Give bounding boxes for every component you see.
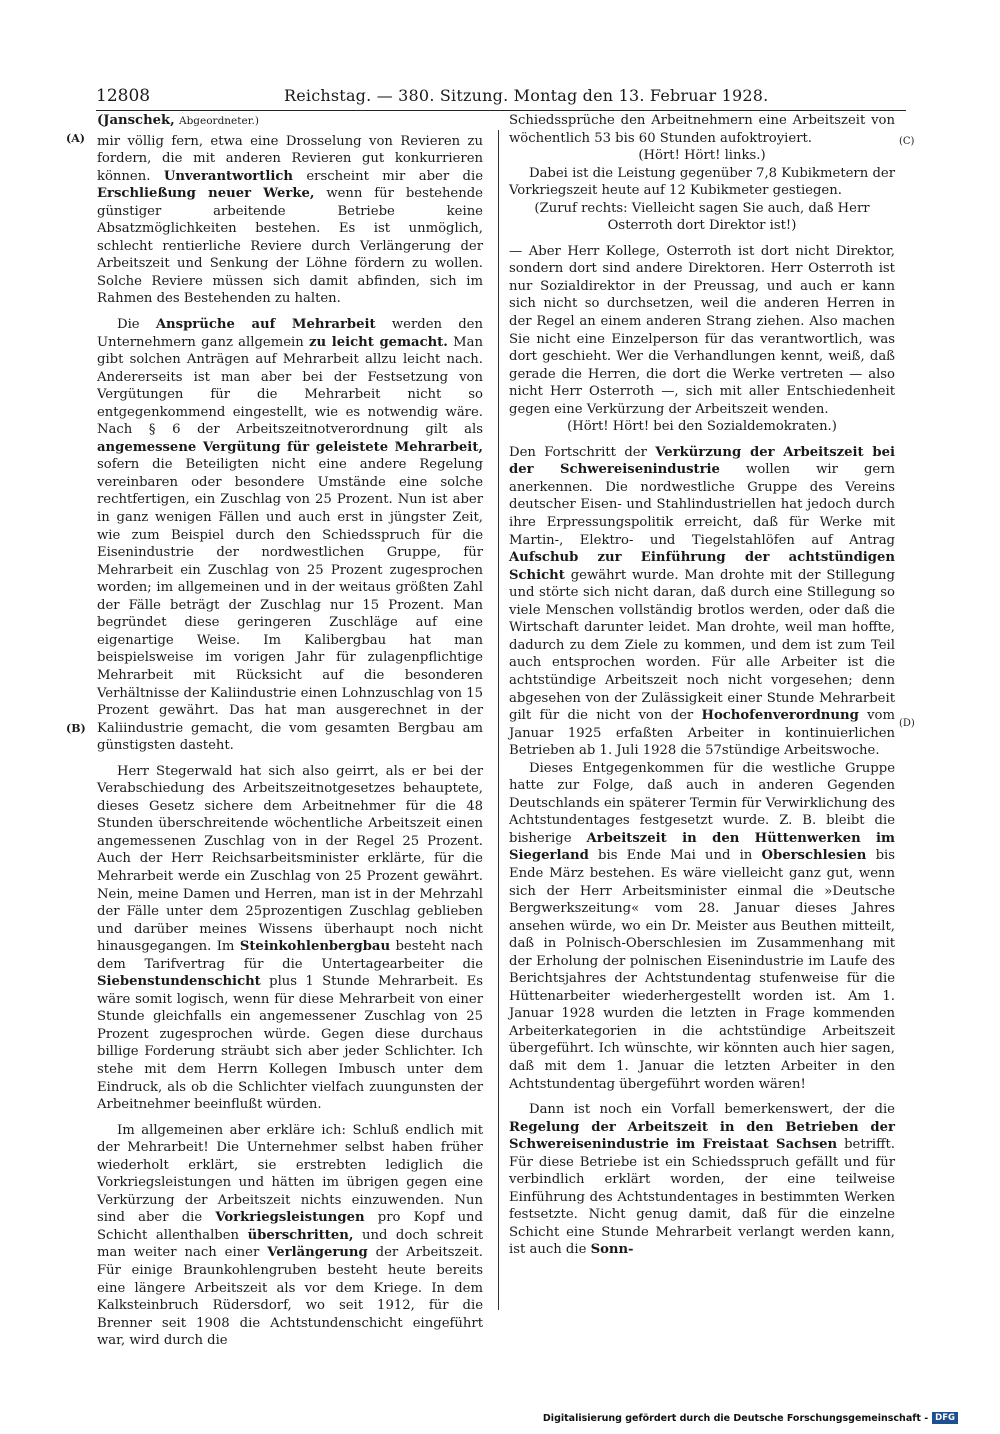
speaker-role: Abgeordneter.): [178, 115, 259, 127]
column-divider: [498, 130, 499, 1310]
speaker-name: (Janschek,: [97, 113, 175, 128]
margin-mark-d: (D): [899, 718, 915, 729]
paragraph: Dann ist noch ein Vorfall bemerkenswert, der die Regelung der Arbeitszeit in den Betrieben der Schwereisenindustrie im Freistaat Sachsen betrifft. Für diese Betriebe ist ein Schiedsspruch gefällt und für verbindlich erklärt worden, der eine teilweise Einführung des Achtstundentages in bestimmten Werken festsetzte. Nicht genug damit, daß für die einzelne Schicht eine Stunde Mehrarbeit verlangt werden kann, ist auch die Sonn-: [509, 1102, 896, 1258]
paragraph: Dieses Entgegenkommen für die westliche Gruppe hatte zur Folge, daß auch in anderen Gegenden Deutschlands ein späterer Termin für Verwirklichung des Achtstundentages festgesetzt wurde. Z. B. bleibt die bisherige Arbeitszeit in den Hüttenwerken im Siegerland bis Ende Mai und in Oberschlesien bis Ende März bestehen. Es wäre vielleicht ganz gut, wenn sich der Herr Arbeitsminister einmal die »Deutsche Bergwerkszeitung« vom 28. Januar dieses Jahres ansehen würde, wo ein Dr. Meister aus Beuthen mitteilt, daß in Polnisch-Oberschlesien im Zusammenhang mit der Erholung der polnischen Eisenindustrie im Laufe des Berichtsjahres der Achtstundentag stufenweise für die Hüttenarbeiter wiederhergestellt worden ist. Am 1. Januar 1928 wurden die letzten in Frage kommenden Arbeiterkategorien in die achtstündige Arbeitszeit übergeführt. Ich wünschte, wir könnten auch hier sagen, daß mit dem 1. Januar die letzten Arbeiter in den Achtstundentag übergeführt worden wären!: [509, 760, 896, 1092]
interjection: (Zuruf rechts: Vielleicht sagen Sie auch, daß Herr Osterroth dort Direktor ist!): [534, 200, 870, 234]
margin-mark-b: (B): [66, 722, 86, 735]
paragraph: Den Fortschritt der Verkürzung der Arbeitszeit bei der Schwereisenindustrie wollen wir gern anerkennen. Die nordwestliche Gruppe des Vereins deutscher Eisen- und Stahlindustriellen hat jedoch durch ihre Erpressungspolitik erreicht, daß für Werke mit Martin-, Elektro- und Tiegelstahlöfen auf Antrag Aufschub zur Einführung der achtstündigen Schicht gewährt wurde. Man drohte mit der Stillegung und störte sich nicht daran, daß durch eine Stillegung so viele Menschen vollständig brotlos werden, oder daß die Wirtschaft darunter leidet. Man drohte, weil man hoffte, dadurch zu dem Ziele zu kommen, und dem ist zum Teil auch entsprochen worden. Für alle Arbeiter ist die achtstündige Arbeitszeit noch nicht vorgesehen; denn abgesehen von der Zulässigkeit einer Stunde Mehrarbeit gilt für die nicht von der Hochofenverordnung vom Januar 1925 erfaßten Arbeiter in kontinuierlichen Betrieben ab 1. Juli 1928 die 57stündige Arbeitswoche.: [509, 444, 896, 759]
dfg-logo: DFG: [932, 1412, 958, 1424]
margin-mark-a: (A): [66, 132, 85, 145]
page-number: 12808: [96, 86, 151, 106]
paragraph: Die Ansprüche auf Mehrarbeit werden den Unternehmern ganz allgemein zu leicht gemacht. Man gibt solchen Anträgen auf Mehrarbeit allzu leicht nach. Andererseits ist man aber bei der Festsetzung von Vergütungen für die Mehrarbeit nicht so entgegenkommend eingestellt, wie es notwendig wäre. Nach § 6 der Arbeitszeitnotverordnung gilt als angemessene Vergütung für geleistete Mehrarbeit, sofern die Beteiligten nicht eine andere Regelung vereinbaren oder besondere Umstände eine solche rechtfertigen, ein Zuschlag von 25 Prozent. Nun ist aber in ganz wenigen Fällen und auch erst in jüngster Zeit, wie zum Beispiel durch den Schiedsspruch für die Eisenindustrie der nordwestlichen Gruppe, für Mehrarbeit ein Zuschlag von 25 Prozent zugesprochen worden; im allgemeinen und in der weitaus größten Zahl der Fälle beträgt der Zuschlag nur 15 Prozent. Man begründet diese geringeren Zuschläge auf eine eigenartige Weise. Im Kalibergbau hat man beispielsweise im vorigen Jahr für zulagenpflichtige Mehrarbeit mit Rücksicht auf die besonderen Verhältnisse der Kaliindustrie einen Lohnzuschlag von 15 Prozent gewährt. Das hat man ausgerechnet in der Kaliindustrie gemacht, die vom gesamten Bergbau am günstigsten dasteht.: [97, 317, 484, 754]
left-column: [97, 112, 483, 1350]
page-header: [96, 86, 906, 111]
margin-mark-c: (C): [899, 136, 915, 147]
paragraph: — Aber Herr Kollege, Osterroth ist dort nicht Direktor, sondern dort sind andere Direktoren. Herr Osterroth ist nur Sozialdirektor in der Preussag, und auch er kann sich nicht so durchsetzen, weil die anderen Herren in der Regel an einem anderen Strang ziehen. Also machen Sie nicht eine Einzelperson für das verantwortlich, was dort geschieht. Wer die Verhandlungen kennt, weiß, daß gerade die Herren, die dort die Werke vertreten — also nicht Herr Osterroth —, sich mit aller Entschiedenheit gegen eine Verkürzung der Arbeitszeit wenden.: [509, 243, 895, 417]
paragraph: Im allgemeinen aber erkläre ich: Schluß endlich mit der Mehrarbeit! Die Unternehmer selbst haben früher wiederholt erklärt, sie erstrebten lediglich die Vorkriegsleistungen und hätten im übrigen gegen eine Verkürzung der Arbeitszeit nichts einzuwenden. Nun sind aber die Vorkriegsleistungen pro Kopf und Schicht allenthalben überschritten, und doch schreit man weiter nach einer Verlängerung der Arbeitszeit. Für einige Braunkohlengruben besteht heute bereits eine längere Arbeitszeit als vor dem Kriege. In dem Kalksteinbruch Rüdersdorf, wo seit 1912, für die Brenner seit 1908 die Achtstundenschicht eingeführt war, wird durch die: [97, 1122, 483, 1349]
paragraph: Herr Stegerwald hat sich also geirrt, als er bei der Verabschiedung des Arbeitszeitnotgesetzes behauptete, dieses Gesetz sichere dem Arbeitnehmer für die 48 Stunden überschreitende wöchentliche Arbeitszeit einen angemessenen Zuschlag von in der Regel 25 Prozent. Auch der Herr Reichsarbeitsminister erklärte, für die Mehrarbeit werde ein Zuschlag von 25 Prozent gewährt. Nein, meine Damen und Herren, man ist in der Mehrzahl der Fälle unter dem 25prozentigen Zuschlag geblieben und darüber meines Wissens überhaupt noch nicht hinausgegangen. Im Steinkohlenbergbau besteht nach dem Tarifvertrag für die Untertagearbeiter die Siebenstundenschicht plus 1 Stunde Mehrarbeit. Es wäre somit logisch, wenn für diese Mehrarbeit von einer Stunde gleichfalls ein angemessener Zuschlag von 25 Prozent zugesprochen würde. Gegen diese durchaus billige Forderung sträubt sich aber jeder Schlichter. Ich stehe mit dem Herrn Kollegen Imbusch unter dem Eindruck, als ob die Schlichter vielfach zuungunsten der Arbeitnehmer beeinflußt würden.: [97, 763, 483, 1113]
right-column: [509, 112, 895, 1259]
interjection: (Hört! Hört! links.): [638, 148, 766, 164]
paragraph: mir völlig fern, etwa eine Drosselung von Revieren zu fordern, die mit anderen Revieren gut konkurrieren können. Unverantwortlich erscheint mir aber die Erschließung neuer Werke, wenn für bestehende günstiger arbeitende Betriebe keine Absatzmöglichkeiten bestehen. Es ist unmöglich, schlecht rentierliche Reviere durch Verlängerung der Arbeitszeit und Senkung der Löhne fördern zu wollen. Solche Reviere müssen sich damit abfinden, sich im Rahmen des Bestehenden zu halten.: [97, 133, 483, 307]
digitization-footer: [543, 1412, 958, 1424]
interjection: (Hört! Hört! bei den Sozialdemokraten.): [567, 419, 837, 435]
paragraph: Schiedssprüche den Arbeitnehmern eine Arbeitszeit von wöchentlich 53 bis 60 Stunden aufoktroyiert.: [509, 113, 895, 146]
footer-text: Digitalisierung gefördert durch die Deutsche Forschungsgemeinschaft -: [542, 1412, 929, 1424]
paragraph: Dabei ist die Leistung gegenüber 7,8 Kubikmetern der Vorkriegszeit heute auf 12 Kubikmeter gestiegen.: [509, 165, 895, 199]
speaker-line: [97, 112, 483, 131]
running-title: Reichstag. — 380. Sitzung. Montag den 13. Februar 1928.: [284, 86, 769, 105]
